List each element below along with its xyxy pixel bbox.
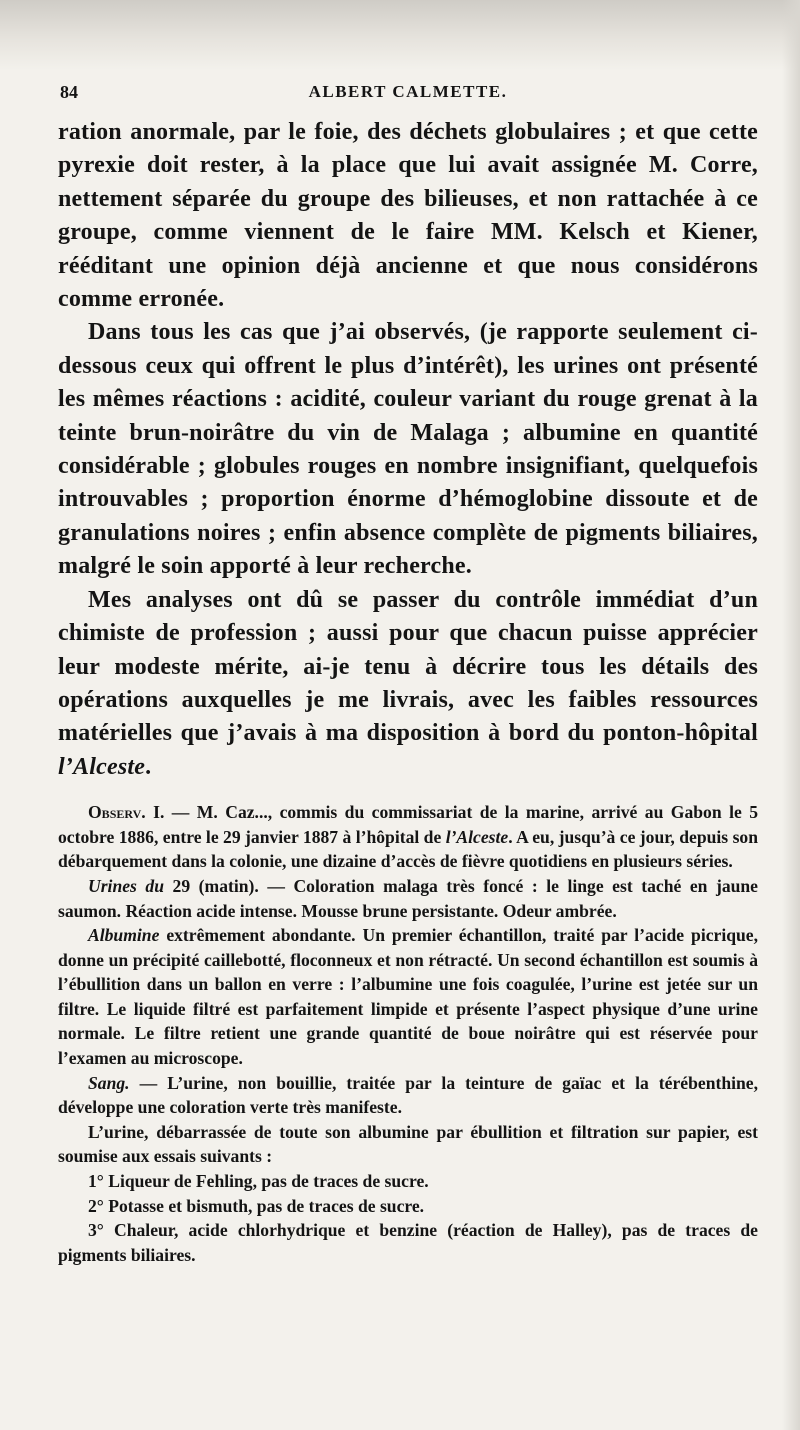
observation-label: Observ. (88, 802, 146, 823)
observation-patient: I. — M. Caz..., commis du commissariat de la marine, arrivé au Gabon le 5 octobre 1886, entre le 29 janvier 1887 à l’hôpital de (58, 802, 758, 847)
albumine-label: Albumine (88, 925, 160, 946)
urine-purified-entry: L’urine, débarrassée de toute son albumine par ébullition et filtration sur papier, est soumise aux essais suivants : (58, 1121, 758, 1167)
page-number: 84 (60, 82, 78, 102)
test-item-1: 1° Liqueur de Fehling, pas de traces de sucre. (88, 1171, 429, 1192)
observation-notes (58, 800, 758, 1267)
observation-ship-name: l’Alceste (445, 826, 509, 847)
page-scan-shadow-top (0, 0, 800, 70)
book-page (58, 78, 758, 1267)
albumine-text: extrêmement abondante. Un premier échantillon, traité par l’acide picrique, donne un précipité caillebotté, floconneux et non rétracté. Un second échantillon est soumis à l’ébullition dans un ballon en verre : l’albumine une fois coagulée, l’urine est jetée sur un filtre. Le liquide filtré est parfaitement limpide et présente l’aspect physique d’une urine normale. Le filtre retient une grande quantité de boue noirâtre qui est réservée pour l’examen au microscope. (58, 925, 758, 1069)
urines-text: 29 (matin). — Coloration malaga très foncé : le linge est taché en jaune saumon. Réaction acide intense. Mousse brune persistante. Odeur ambrée. (58, 875, 758, 921)
sang-entry (58, 1071, 758, 1120)
observation-heading (58, 800, 758, 874)
paragraph-continuation: ration anormale, par le foie, des déchets globulaires ; et que cette pyrexie doit rester, à la place que lui avait assignée M. Corre, nettement séparée du groupe des bilieuses, et non rattachée à ce groupe, comme viennent de le faire MM. Kelsch et Kiener, rééditant une opinion déjà ancienne et que nous considérons comme erronée. (58, 119, 758, 313)
urines-entry (58, 874, 758, 923)
test-item-3: 3° Chaleur, acide chlorhydrique et benzine (réaction de Halley), pas de traces de pigments biliaires. (58, 1220, 758, 1265)
paragraph-analyses-end: . (145, 753, 152, 780)
running-header (58, 78, 758, 108)
main-text (58, 116, 758, 784)
paragraph-observations: Dans tous les cas que j’ai observés, (je rapporte seulement ci-dessous ceux qui offrent le plus d’intérêt), les urines ont présenté les mêmes réactions : acidité, couleur variant du rouge grenat à la teinte brun-noirâtre du vin de Malaga ; albumine en quantité considérable ; globules rouges en nombre insignifiant, quelquefois introuvables ; proportion énorme d’hémoglobine dissoute et de granulations noires ; enfin absence complète de pigments biliaires, malgré le soin apporté à leur recherche. (58, 319, 758, 580)
ship-name: l’Alceste (58, 753, 146, 780)
page-scan-shadow-right (782, 0, 800, 1430)
urines-label: Urines du (88, 875, 165, 896)
sang-text: — L’urine, non bouillie, traitée par la teinture de gaïac et la térébenthine, développe une coloration verte très manifeste. (58, 1072, 758, 1118)
paragraph-analyses-text: Mes analyses ont dû se passer du contrôle immédiat d’un chimiste de profession ; aussi pour que chacun puisse apprécier leur modeste mérite, ai-je tenu à décrire tous les détails des opérations auxquelles je me livrais, avec les faibles ressources matérielles que j’avais à ma disposition à bord du ponton-hôpital (58, 586, 758, 747)
test-item-2: 2° Potasse et bismuth, pas de traces de sucre. (88, 1195, 425, 1216)
running-title: ALBERT CALMETTE. (308, 82, 508, 101)
paragraph-analyses (58, 584, 758, 784)
sang-label: Sang. (88, 1072, 130, 1093)
observation-history: . A eu, jusqu’à ce jour, depuis son débarquement dans la colonie, une dizaine d’accès de fièvre quotidiens en plusieurs séries. (58, 826, 758, 872)
albumine-entry (58, 923, 758, 1071)
